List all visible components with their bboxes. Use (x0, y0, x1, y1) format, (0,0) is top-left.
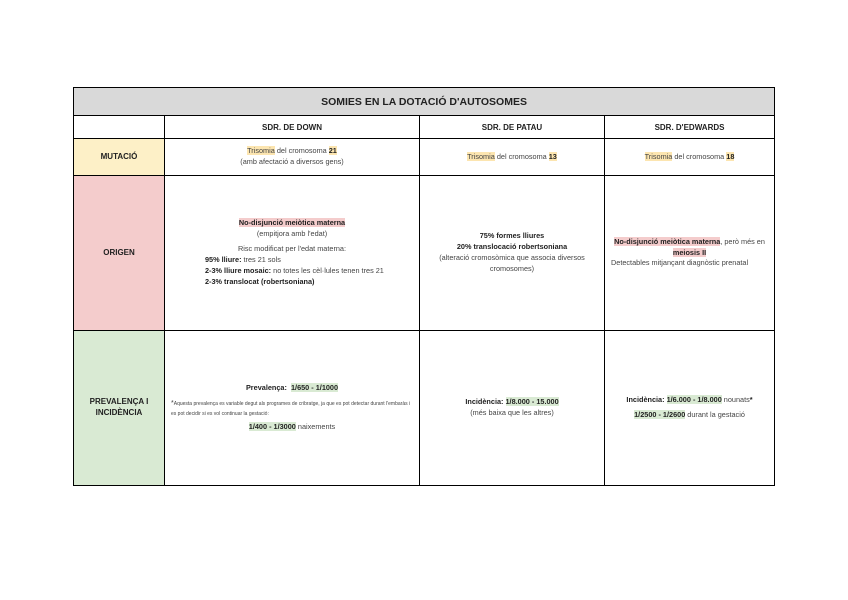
prev-edwards-val2-t: durant la gestació (685, 410, 745, 419)
origen-edwards-hl: No-disjunció meiòtica materna (614, 236, 721, 246)
mutacio-edwards-text: del cromosoma (672, 151, 727, 161)
prev-edwards-val2: 1/2500 - 1/2600 (634, 410, 686, 419)
prev-down-note-star: * (171, 399, 174, 407)
origen-down-l2-b: 2-3% lliure mosaic: (205, 265, 272, 275)
origen-patau-l3: (alteració cromosòmica que associa diversos cromosomes) (439, 253, 585, 273)
origen-down-l1-t: tres 21 sols (241, 255, 281, 264)
origen-patau (420, 176, 605, 331)
prev-down-val: 1/650 - 1/1000 (290, 382, 339, 392)
mutacio-patau-num: 13 (548, 151, 557, 161)
row-label-prevalenca (74, 331, 165, 486)
mutacio-edwards-hl: Trisomia (644, 151, 673, 161)
row-label-origen: ORIGEN (74, 176, 165, 331)
origen-edwards-hl2: meiosis II (672, 247, 707, 257)
prev-down-val2-t: naixements (295, 422, 336, 432)
prev-down-val2: 1/400 - 1/3000 (248, 422, 296, 432)
prev-edwards-star: * (749, 395, 753, 405)
prev-down-note: Aquesta prevalença es variable degut als programes de cribratge, ja que es pot detectar durant l'embaràs i es pot decidir si es vol continuar la gestació: (171, 400, 411, 417)
header-edwards: SDR. D'EDWARDS (605, 116, 775, 139)
prev-down (165, 331, 420, 486)
prev-patau (420, 331, 605, 486)
prev-down-lbl: Prevalença: (245, 382, 287, 392)
prev-edwards-val: 1/6.000 - 1/8.000 (666, 395, 722, 405)
table-title: SOMIES EN LA DOTACIÓ D'AUTOSOMES (74, 88, 775, 116)
mutacio-patau-text: del cromosoma (494, 151, 549, 161)
mutacio-patau-hl: Trisomia (467, 151, 495, 161)
prev-patau-lbl: Incidència: (465, 397, 506, 407)
origen-patau-l1: 75% formes lliures (479, 231, 545, 241)
mutacio-down-hl: Trisomia (247, 146, 275, 156)
origen-down-risc: Risc modificat per l'edat materna: (237, 244, 347, 254)
origen-down-l1-b: 95% lliure: (205, 255, 242, 264)
origen-patau-l2: 20% translocació robertsoniana (456, 242, 568, 252)
mutacio-down (165, 139, 420, 176)
row-label-prevalenca-2: INCIDÈNCIA (95, 408, 143, 417)
header-patau: SDR. DE PATAU (420, 116, 605, 139)
row-label-prevalenca-1: PREVALENÇA I (89, 397, 149, 407)
row-label-mutacio: MUTACIÓ (74, 139, 165, 176)
header-empty (74, 116, 165, 139)
origen-down-sub: (empitjora amb l'edat) (256, 229, 328, 239)
prev-edwards-val-t: nounats (721, 395, 750, 405)
prev-edwards-lbl: Incidència: (626, 395, 667, 405)
origen-down-hl: No-disjunció meiòtica materna (238, 218, 346, 228)
prev-patau-sub: (més baixa que les altres) (470, 408, 554, 417)
origen-down (165, 176, 420, 331)
mutacio-edwards-num: 18 (726, 151, 735, 161)
prev-patau-val: 1/8.000 - 15.000 (505, 397, 559, 407)
mutacio-edwards (605, 139, 775, 176)
origen-edwards-t2: Detectables mitjançant diagnòstic prenatal (611, 258, 749, 268)
origen-edwards-t1: , però més en (720, 236, 765, 246)
mutacio-down-num: 21 (328, 146, 337, 156)
prev-edwards (605, 331, 775, 486)
origen-down-l3-b: 2-3% translocat (robertsoniana) (205, 276, 315, 286)
origen-down-l2-t: no totes les cèl·lules tenen tres 21 (271, 265, 384, 275)
mutacio-patau (420, 139, 605, 176)
origen-edwards (605, 176, 775, 331)
header-down: SDR. DE DOWN (165, 116, 420, 139)
mutacio-down-line2: (amb afectació a diversos gens) (240, 157, 344, 166)
mutacio-down-text: del cromosoma (274, 146, 329, 156)
autosome-table (73, 87, 775, 486)
